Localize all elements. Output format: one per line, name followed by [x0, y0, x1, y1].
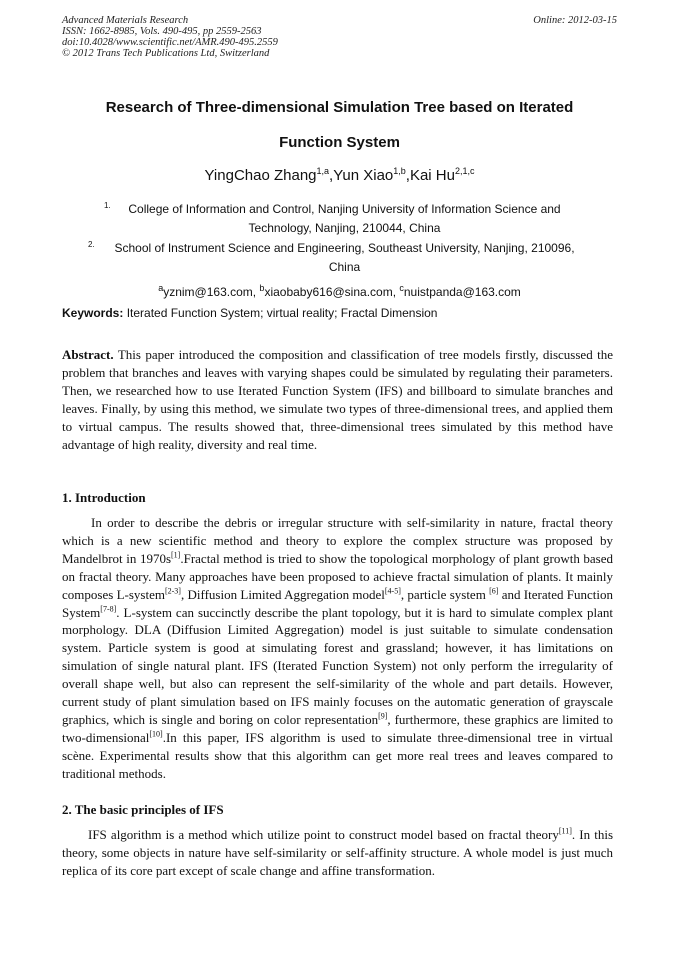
- section-2-heading: 2. The basic principles of IFS: [62, 802, 224, 817]
- author-sep: ,: [329, 167, 334, 184]
- paragraph-text: and Iterated Function System: [62, 586, 614, 620]
- author-3: [410, 167, 475, 184]
- abstract: [62, 346, 613, 453]
- author-sup: 1,b: [393, 166, 406, 176]
- paragraph-text: IFS algorithm is a method which utilize point to construct model based on fractal theory: [88, 827, 559, 842]
- section-1-heading: 1. Introduction: [62, 490, 146, 505]
- keywords: [62, 306, 617, 320]
- keywords-label: Keywords:: [62, 306, 124, 320]
- affiliation-line: Technology, Nanjing, 210044, China: [248, 221, 441, 235]
- email-text: yznim@163.com: [163, 285, 253, 299]
- title-line-2: Function System: [279, 134, 400, 151]
- affiliation-number: 2.: [88, 240, 95, 249]
- affiliation-2: [62, 239, 617, 277]
- citation[interactable]: [1]: [171, 550, 181, 560]
- journal-issn: ISSN: 1662-8985, Vols. 490-495, pp 2559-2563: [62, 26, 262, 37]
- author-2: [333, 167, 410, 184]
- online-date: Online: 2012-03-15: [533, 15, 617, 26]
- author-1: [204, 167, 333, 184]
- affiliation-line: China: [328, 260, 361, 274]
- section-1-paragraph: [62, 514, 613, 783]
- email-sup: c: [399, 283, 404, 293]
- author-list: [62, 166, 617, 184]
- email-text: nuistpanda@163.com: [403, 285, 521, 299]
- citation[interactable]: [7-8]: [100, 604, 117, 614]
- journal-header: [62, 15, 617, 59]
- email-b[interactable]: [259, 285, 392, 299]
- affiliation-1: [62, 200, 617, 238]
- author-sup: 1,a: [316, 166, 330, 176]
- affiliation-line: School of Instrument Science and Engineering, Southeast University, Nanjing, 210096,: [114, 241, 575, 255]
- author-name: YingChao Zhang: [204, 167, 317, 184]
- section-2-paragraph: [62, 826, 613, 880]
- email-sup: b: [259, 283, 265, 293]
- citation[interactable]: [11]: [558, 826, 572, 836]
- abstract-text: This paper introduced the composition and classification of tree models firstly, discussed the problem that branches and leaves with varying shapes could be simulated by regulating their parameters. Then, we researched how to use Iterated Function System (IFS) and billboard to simulate branches and leaves. Finally, by using this method, we simulate two types of three-dimensional trees, and applied them to virtual campus. The results showed that, three-dimensional trees simulated by this method have advantage of high reality, diversity and real time.: [62, 347, 613, 452]
- journal-copyright: © 2012 Trans Tech Publications Ltd, Switzerland: [62, 48, 270, 59]
- email-sup: a: [158, 283, 164, 293]
- keywords-text: Iterated Function System; virtual reality; Fractal Dimension: [126, 306, 438, 320]
- citation[interactable]: [10]: [149, 729, 163, 739]
- paragraph-text: In order to describe the debris or irregular structure with self-similarity in nature, fractal theory which is a new scientific method and theory to explore the complex structure was proposed by Mandelbrot in 1970s: [62, 515, 613, 566]
- email-a[interactable]: [158, 285, 253, 299]
- author-sep: ,: [405, 167, 410, 184]
- paragraph-text: , Diffusion Limited Aggregation model: [180, 586, 385, 602]
- paragraph-text: , particle system: [400, 586, 490, 602]
- paragraph-text: , furthermore, these graphics are limited to two-dimensional: [62, 711, 613, 745]
- paragraph-text: .Fractal method is tried to show the topological morphology of plant growth based on fractal theory. Many approaches have been proposed to achieve fractal simulation of plants. It mainly composes L-system: [62, 550, 614, 602]
- paragraph-text: .In this paper, IFS algorithm is used to simulate three-dimensional tree in virtual scène. Experimental results show that this algorithm can get more real trees and leaves compared to traditional methods.: [62, 729, 613, 781]
- affiliation-line: College of Information and Control, Nanjing University of Information Science and: [128, 202, 561, 216]
- author-name: Yun Xiao: [333, 167, 394, 184]
- journal-name: Advanced Materials Research: [62, 15, 189, 26]
- email-text: xiaobaby616@sina.com: [264, 285, 393, 299]
- abstract-label: Abstract.: [62, 347, 114, 362]
- paragraph-text: . In this theory, some objects in nature have self-similarity or self-affinity structure. A whole model is just much replica of its core part except of scale change and affine transformation.: [62, 827, 613, 878]
- citation[interactable]: [9]: [378, 711, 388, 721]
- author-sup: 2,1,c: [454, 166, 475, 176]
- paper-title: [62, 90, 617, 160]
- email-list: $^a$yznim@163.com, $^b$xiaobaby616@sina.com, $^c$nuistpanda@163.com: [158, 283, 521, 299]
- title-line-1: Research of Three-dimensional Simulation Tree based on Iterated: [105, 99, 574, 116]
- affiliation-number: 1.: [104, 201, 111, 210]
- citation[interactable]: [6]: [489, 586, 499, 596]
- citation[interactable]: [4-5]: [384, 586, 401, 596]
- email-c[interactable]: [399, 285, 520, 299]
- citation[interactable]: [2-3]: [164, 586, 181, 596]
- journal-doi: doi:10.4028/www.scientific.net/AMR.490-495.2559: [62, 37, 278, 48]
- paragraph-text: . L-system can succinctly describe the plant topology, but it is hard to simulate complex plant morphology. DLA (Diffusion Limited Aggregation) model is just suitable to simulate condensation system. Particle system is good at simulating forest and grassland; however, it has limitations on simulation of single natural plant. IFS (Iterated Function System) not only perform the irregularity of overall shape well, but also can represent the self-similarity of the whole and part details. However, current study of plant simulation based on IFS mainly focuses on the automatic generation of grayscale graphics, which is single and boring on color representation: [62, 604, 613, 727]
- author-name: Kai Hu: [409, 167, 455, 184]
